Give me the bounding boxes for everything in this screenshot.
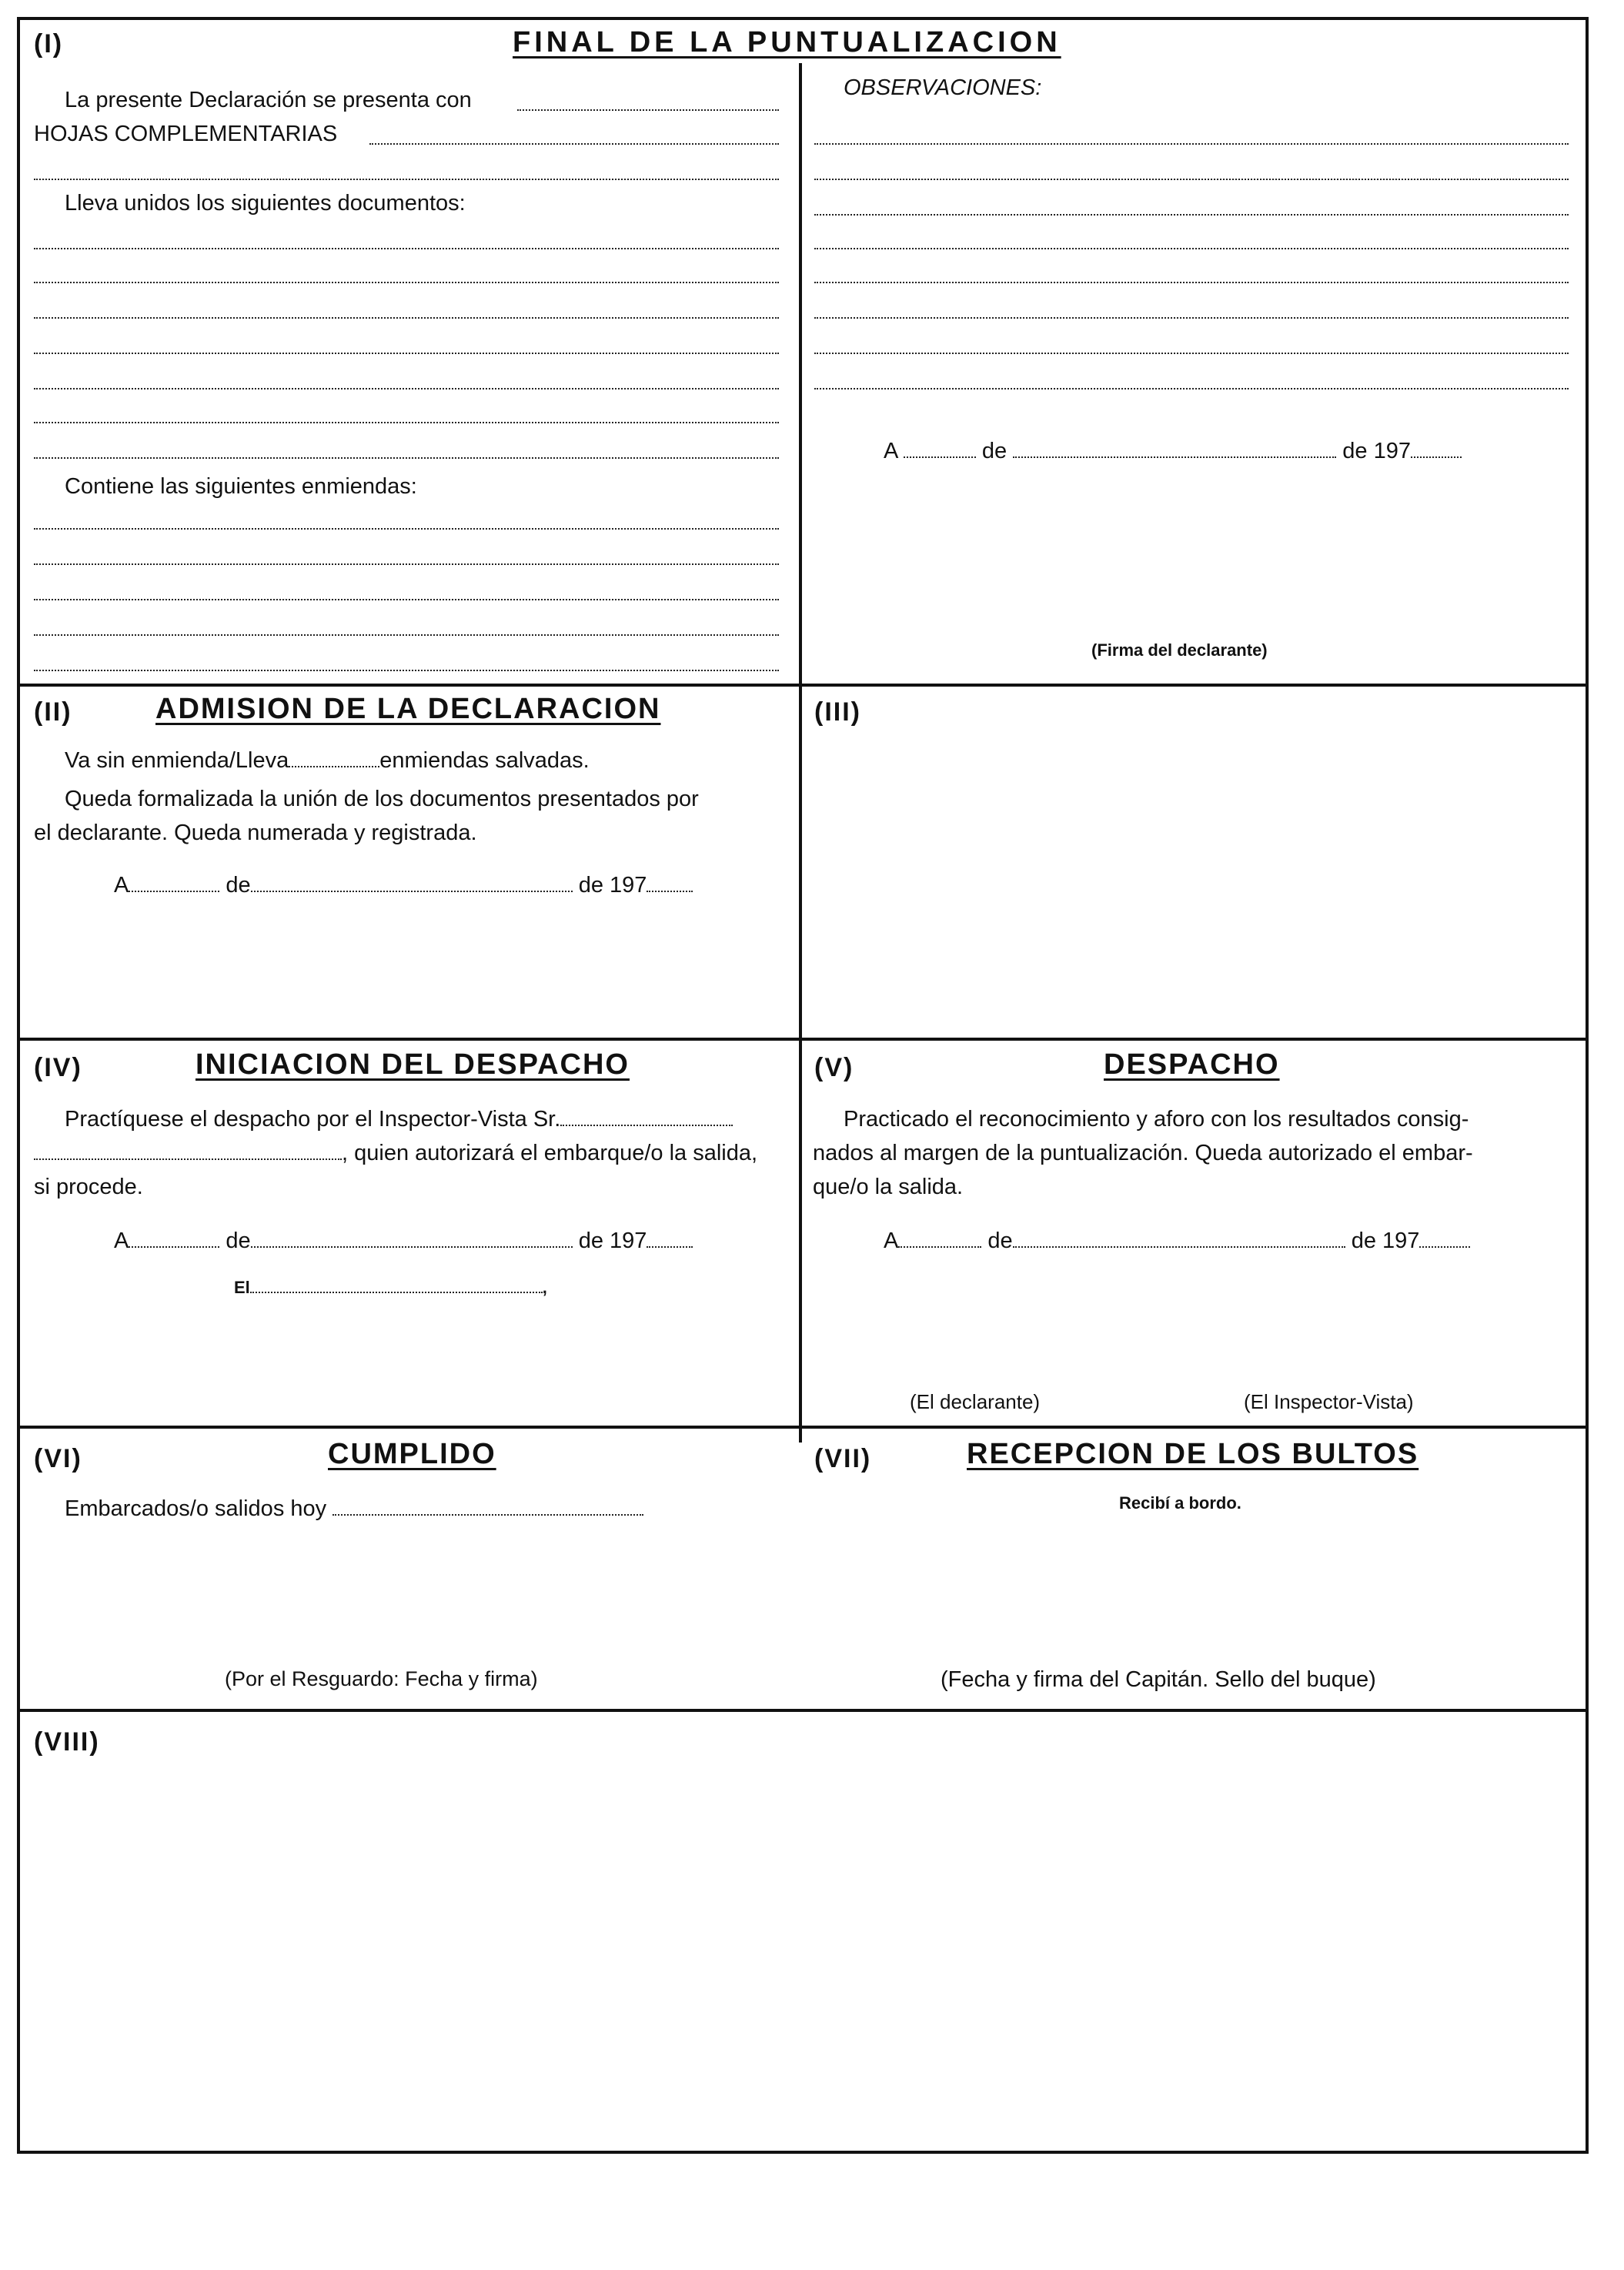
declarant-signature-caption: (El declarante) — [910, 1390, 1041, 1413]
place-field[interactable] — [898, 1245, 981, 1248]
paragraph-line: si procede. — [34, 1175, 143, 1199]
inspector-signature-caption: (El Inspector-Vista) — [1244, 1390, 1414, 1413]
documents-line[interactable] — [34, 422, 779, 423]
section-number: (II) — [34, 697, 72, 727]
observations-line[interactable] — [814, 388, 1569, 389]
amendments-line[interactable] — [34, 634, 779, 636]
place-date-line: A de de 197 — [884, 439, 1462, 464]
section-title: ADMISION DE LA DECLARACION — [155, 693, 661, 725]
amendments-status-line: Va sin enmienda/Lleva enmiendas salvadas. — [65, 748, 590, 773]
observations-line[interactable] — [814, 248, 1569, 249]
amendments-line[interactable] — [34, 563, 779, 565]
amendments-line[interactable] — [34, 599, 779, 600]
place-date-line: A de de 197 — [114, 1229, 693, 1254]
documents-line[interactable] — [34, 388, 779, 389]
inspector-line: Practíquese el despacho por el Inspector-Vista Sr. — [65, 1107, 733, 1132]
received-on-board: Recibí a bordo. — [1119, 1493, 1241, 1513]
divider-row-1 — [20, 684, 1586, 687]
inspector-name-field[interactable] — [560, 1124, 733, 1126]
year-field[interactable] — [1419, 1245, 1470, 1248]
signature-caption: (Por el Resguardo: Fecha y firma) — [225, 1667, 538, 1690]
paragraph-line: nados al margen de la puntualización. Queda autorizado el embar- — [813, 1141, 1473, 1165]
paragraph-line: Practicado el reconocimiento y aforo con los resultados consig- — [844, 1107, 1469, 1132]
customs-declaration-form — [17, 17, 1589, 2154]
shipped-line: Embarcados/o salidos hoy — [65, 1496, 643, 1522]
documents-line[interactable] — [34, 457, 779, 459]
inspector-name-continued-field[interactable] — [34, 1158, 342, 1160]
divider-row-2 — [20, 1038, 1586, 1041]
field-label: La presente Declaración se presenta con — [65, 88, 472, 112]
signature-caption: (Firma del declarante) — [1091, 640, 1268, 660]
observations-line[interactable] — [814, 143, 1569, 145]
section-number: (V) — [814, 1053, 854, 1082]
documents-label: Lleva unidos los siguientes documentos: — [65, 191, 466, 216]
documents-line[interactable] — [34, 353, 779, 354]
documents-line[interactable] — [34, 282, 779, 283]
amendments-line[interactable] — [34, 670, 779, 671]
documents-line[interactable] — [34, 317, 779, 319]
section-title: CUMPLIDO — [328, 1438, 496, 1470]
year-field[interactable] — [647, 890, 693, 892]
observations-line[interactable] — [814, 214, 1569, 216]
authorization-line: , quien autorizará el embarque/o la salida, — [34, 1141, 757, 1166]
amendments-label: Contiene las siguientes enmiendas: — [65, 474, 417, 499]
place-date-line: A de de 197 — [884, 1229, 1470, 1254]
amendments-line[interactable] — [34, 528, 779, 530]
hojas-line-field[interactable] — [369, 143, 779, 145]
observations-line[interactable] — [814, 282, 1569, 283]
divider-row-3 — [20, 1426, 1586, 1429]
divider-row-4 — [20, 1709, 1586, 1712]
paragraph-line: el declarante. Queda numerada y registrada. — [34, 821, 477, 845]
section-number: (III) — [814, 697, 861, 727]
amendments-count-field[interactable] — [289, 765, 379, 767]
section-number: (VI) — [34, 1444, 82, 1473]
month-field[interactable] — [251, 890, 573, 892]
official-line: El , — [234, 1278, 547, 1297]
place-field[interactable] — [129, 1245, 219, 1248]
year-field[interactable] — [1411, 456, 1462, 458]
hojas-count-field[interactable] — [517, 109, 779, 111]
shipped-date-field[interactable] — [332, 1513, 643, 1516]
observations-line[interactable] — [814, 179, 1569, 180]
section-title: INICIACION DEL DESPACHO — [195, 1048, 630, 1081]
section-number: (VIII) — [34, 1727, 100, 1757]
section-number: (VII) — [814, 1444, 872, 1473]
section-number: (IV) — [34, 1053, 82, 1082]
signature-caption: (Fecha y firma del Capitán. Sello del buque) — [941, 1667, 1376, 1692]
official-field[interactable] — [250, 1291, 543, 1293]
section-title: FINAL DE LA PUNTUALIZACION — [513, 26, 1061, 59]
documents-line[interactable] — [34, 248, 779, 249]
section-number: (I) — [34, 29, 64, 59]
field-label: HOJAS COMPLEMENTARIAS — [34, 122, 338, 146]
place-date-line: A de de 197 — [114, 873, 693, 898]
month-field[interactable] — [251, 1245, 573, 1248]
divider-vertical-top — [799, 63, 802, 1443]
paragraph-line: que/o la salida. — [813, 1175, 964, 1199]
section-title: DESPACHO — [1104, 1048, 1280, 1081]
year-field[interactable] — [647, 1245, 693, 1248]
blank-line[interactable] — [34, 179, 779, 180]
month-field[interactable] — [1013, 1245, 1345, 1248]
section-title: RECEPCION DE LOS BULTOS — [967, 1438, 1419, 1470]
observations-line[interactable] — [814, 317, 1569, 319]
observations-label: OBSERVACIONES: — [844, 75, 1042, 100]
place-field[interactable] — [904, 456, 976, 458]
month-field[interactable] — [1013, 456, 1336, 458]
observations-line[interactable] — [814, 353, 1569, 354]
paragraph-line: Queda formalizada la unión de los documentos presentados por — [65, 787, 699, 811]
place-field[interactable] — [129, 890, 219, 892]
